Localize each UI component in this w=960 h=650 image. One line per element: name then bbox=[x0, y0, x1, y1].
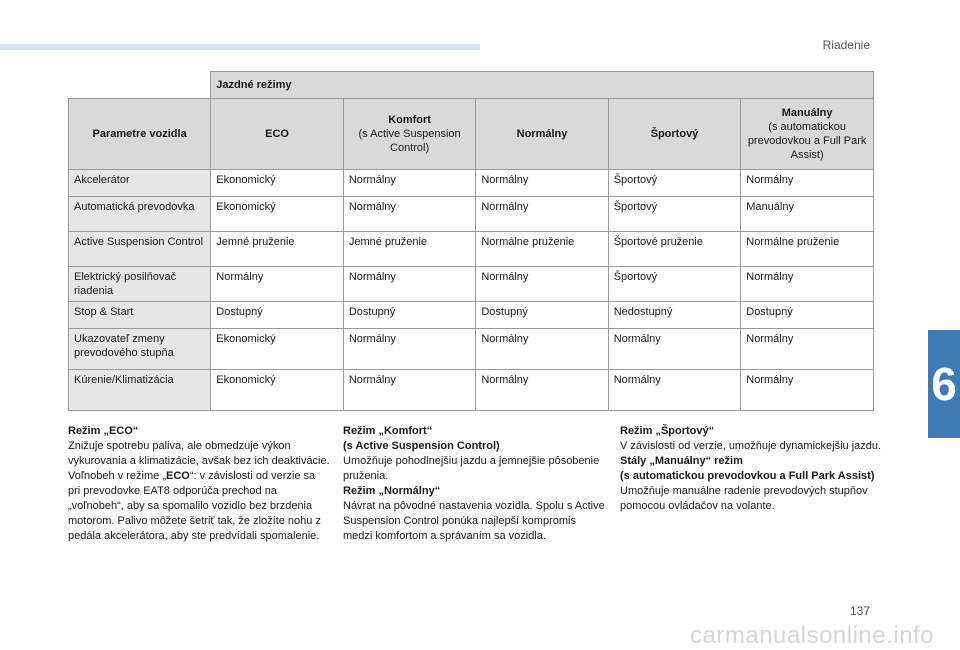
column-header: ECO bbox=[211, 99, 344, 170]
table-cell: Jemné pruženie bbox=[343, 232, 476, 267]
table-cell: Normálny bbox=[741, 329, 874, 370]
comfort-mode-heading: Režim „Komfort“ bbox=[343, 425, 433, 437]
table-cell: Dostupný bbox=[741, 302, 874, 329]
comfort-normal-mode-text bbox=[343, 424, 605, 544]
manual-mode-description: Umožňuje manuálne radenie prevodových stupňov pomocou ovládačov na volante. bbox=[620, 485, 868, 512]
table-cell: Normálny bbox=[741, 370, 874, 411]
manual-mode-heading: Stály „Manuálny“ režim bbox=[620, 455, 743, 467]
eco-mode-description: Znižuje spotrebu paliva, ale obmedzuje výkon vykurovania a klimatizácie, avšak bez ich deaktivácie. bbox=[68, 440, 330, 467]
row-label: Kúrenie/Klimatizácia bbox=[69, 370, 211, 411]
table-cell: Ekonomický bbox=[211, 170, 344, 197]
comfort-mode-description: Umožňuje pohodlnejšiu jazdu a jemnejšie pôsobenie pruženia. bbox=[343, 455, 600, 482]
column-header: Športový bbox=[608, 99, 741, 170]
sport-mode-heading: Režim „Športový“ bbox=[620, 425, 715, 437]
table-cell: Normálny bbox=[476, 370, 608, 411]
table-row bbox=[69, 370, 874, 411]
sport-manual-mode-text bbox=[620, 424, 882, 514]
table-cell: Normálny bbox=[343, 370, 476, 411]
table-cell: Ekonomický bbox=[211, 197, 344, 232]
table-cell: Športové pruženie bbox=[608, 232, 741, 267]
table-cell: Dostupný bbox=[343, 302, 476, 329]
row-label: Elektrický posilňovač riadenia bbox=[69, 267, 211, 302]
table-row bbox=[69, 197, 874, 232]
eco-mode-freewheel-paragraph: Voľnobeh v režime „ECO“: v závislosti od verzie sa pri prevodovke EAT8 odporúča prechod na „voľnobeh“, aby sa spomalilo vozidlo bez brzdenia motorom. Palivo môžete šetriť tak, že zložíte nohu z pedála akcelerátora, aby ste predvídali spomalenie. bbox=[68, 470, 321, 542]
comfort-mode-subheading: (s Active Suspension Control) bbox=[343, 440, 500, 452]
column-header: Normálny bbox=[476, 99, 608, 170]
table-cell: Normálny bbox=[476, 197, 608, 232]
table-cell: Normálny bbox=[476, 329, 608, 370]
manual-mode-subheading: (s automatickou prevodovkou a Full Park Assist) bbox=[620, 470, 875, 482]
table-cell: Dostupný bbox=[211, 302, 344, 329]
table-cell: Normálny bbox=[343, 170, 476, 197]
row-label: Akcelerátor bbox=[69, 170, 211, 197]
normal-mode-description: Návrat na pôvodné nastavenia vozidla. Spolu s Active Suspension Control ponúka najlepší kompromis medzi komfortom a správaním sa vozidla. bbox=[343, 500, 605, 542]
table-row bbox=[69, 302, 874, 329]
table-header-row bbox=[69, 99, 874, 170]
column-header: Komfort (s Active Suspension Control) bbox=[343, 99, 476, 170]
row-label: Stop & Start bbox=[69, 302, 211, 329]
table-cell: Nedostupný bbox=[608, 302, 741, 329]
eco-mode-heading: Režim „ECO“ bbox=[68, 425, 139, 437]
table-cell: Normálny bbox=[343, 267, 476, 302]
driving-modes-table bbox=[68, 71, 874, 411]
section-title: Riadenie bbox=[822, 38, 870, 52]
table-cell: Normálny bbox=[608, 370, 741, 411]
table-cell: Normálny bbox=[476, 267, 608, 302]
page-number: 137 bbox=[849, 604, 870, 618]
column-header: Manuálny (s automatickou prevodovkou a Full Park Assist) bbox=[741, 99, 874, 170]
column-header: Parametre vozidla bbox=[69, 99, 211, 170]
table-cell: Ekonomický bbox=[211, 370, 344, 411]
table-cell: Normálne pruženie bbox=[476, 232, 608, 267]
chapter-tab: 6 bbox=[928, 330, 960, 438]
eco-mode-text bbox=[68, 424, 330, 544]
table-row bbox=[69, 267, 874, 302]
table-cell: Normálny bbox=[741, 170, 874, 197]
row-label: Automatická prevodovka bbox=[69, 197, 211, 232]
table-cell: Normálny bbox=[211, 267, 344, 302]
table-title-row bbox=[69, 72, 874, 99]
normal-mode-heading: Režim „Normálny“ bbox=[343, 485, 441, 497]
table-cell: Normálny bbox=[343, 197, 476, 232]
table-cell: Manuálny bbox=[741, 197, 874, 232]
table-cell: Normálne pruženie bbox=[741, 232, 874, 267]
table-cell: Dostupný bbox=[476, 302, 608, 329]
row-label: Active Suspension Control bbox=[69, 232, 211, 267]
table-cell: Normálny bbox=[476, 170, 608, 197]
table-cell: Jemné pruženie bbox=[211, 232, 344, 267]
table-row bbox=[69, 170, 874, 197]
table-row bbox=[69, 329, 874, 370]
row-label: Ukazovateľ zmeny prevodového stupňa bbox=[69, 329, 211, 370]
table-cell: Normálny bbox=[608, 329, 741, 370]
sport-mode-description: V závislosti od verzie, umožňuje dynamickejšiu jazdu. bbox=[620, 440, 882, 452]
header-accent-bar bbox=[0, 44, 480, 50]
table-cell: Športový bbox=[608, 170, 741, 197]
table-row bbox=[69, 232, 874, 267]
table-cell: Ekonomický bbox=[211, 329, 344, 370]
table-cell: Športový bbox=[608, 267, 741, 302]
table-cell: Športový bbox=[608, 197, 741, 232]
table-cell: Normálny bbox=[741, 267, 874, 302]
watermark: carmanualsonline.info bbox=[690, 622, 934, 649]
table-cell: Normálny bbox=[343, 329, 476, 370]
table-title: Jazdné režimy bbox=[211, 72, 874, 99]
